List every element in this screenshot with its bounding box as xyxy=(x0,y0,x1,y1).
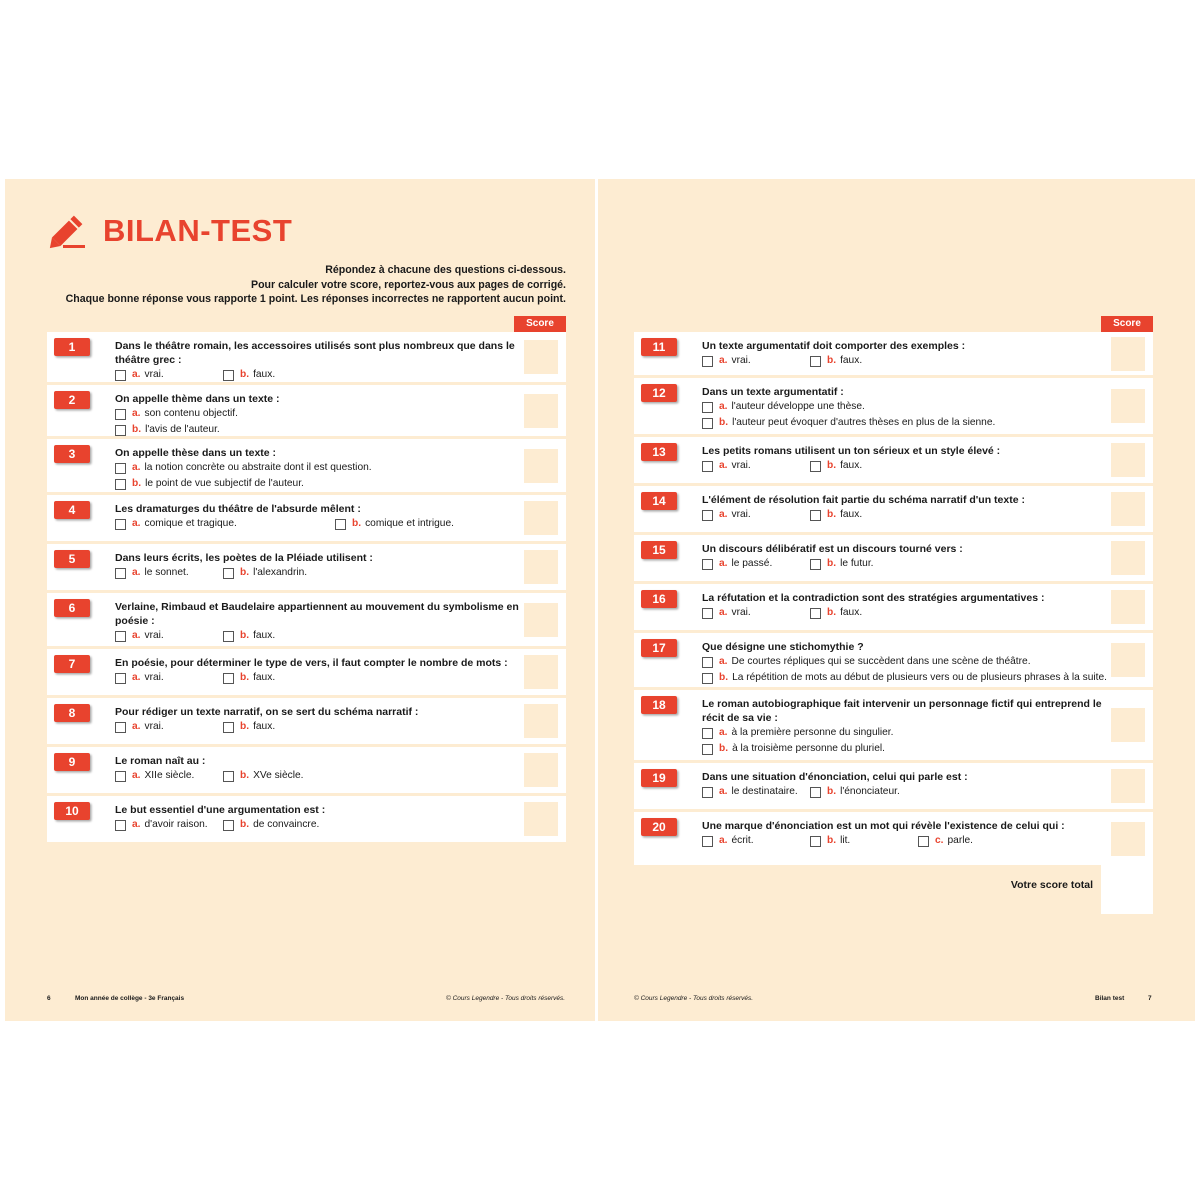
question-number: 8 xyxy=(54,704,90,722)
option-letter: a. xyxy=(719,401,728,412)
answer-checkbox[interactable] xyxy=(115,771,126,782)
answer-option[interactable] xyxy=(115,476,304,492)
question-text-line: Dans leurs écrits, les poètes de la Pléiade utilisent : xyxy=(115,552,373,564)
question-row xyxy=(47,698,566,747)
answer-option[interactable] xyxy=(702,458,751,474)
question-number: 9 xyxy=(54,753,90,771)
answer-option[interactable] xyxy=(223,628,275,644)
question-text-line: Les petits romans utilisent un ton sérieux et un style élevé : xyxy=(702,445,1001,457)
answer-checkbox[interactable] xyxy=(702,418,713,429)
option-text: l'auteur développe une thèse. xyxy=(731,401,865,412)
question-text-line: Dans le théâtre romain, les accessoires utilisés sont plus nombreux que dans le xyxy=(115,340,515,352)
question-number: 1 xyxy=(54,338,90,356)
option-text: de convaincre. xyxy=(253,819,320,830)
option-text: son contenu objectif. xyxy=(144,408,238,419)
question-row xyxy=(47,495,566,544)
question-text xyxy=(702,542,963,556)
question-text xyxy=(702,339,965,353)
question-text xyxy=(115,803,325,817)
question-text xyxy=(702,697,1102,725)
question-number: 18 xyxy=(641,696,677,714)
question-text xyxy=(115,705,418,719)
option-letter: a. xyxy=(719,835,728,846)
answer-checkbox[interactable] xyxy=(810,836,821,847)
answer-option[interactable] xyxy=(810,556,873,572)
option-letter: b. xyxy=(827,460,837,471)
question-number: 15 xyxy=(641,541,677,559)
answer-checkbox[interactable] xyxy=(335,519,346,530)
answer-checkbox[interactable] xyxy=(115,673,126,684)
answer-option[interactable] xyxy=(702,784,798,800)
question-text-line: Pour rédiger un texte narratif, on se sert du schéma narratif : xyxy=(115,706,419,718)
answer-option[interactable] xyxy=(115,460,372,476)
option-letter: b. xyxy=(719,672,729,683)
answer-checkbox[interactable] xyxy=(918,836,929,847)
option-text: comique et tragique. xyxy=(144,518,237,529)
answer-checkbox[interactable] xyxy=(115,479,126,490)
option-letter: a. xyxy=(132,770,141,781)
question-row xyxy=(634,690,1153,763)
option-letter: b. xyxy=(719,417,729,428)
right-page xyxy=(598,179,1195,1021)
footer-section: Bilan test xyxy=(1095,995,1125,1002)
question-number: 11 xyxy=(641,338,677,356)
question-text-line: Verlaine, Rimbaud et Baudelaire appartiennent au mouvement du symbolisme en xyxy=(115,601,519,613)
option-letter: a. xyxy=(132,369,141,380)
question-text-line: La réfutation et la contradiction sont des stratégies argumentatives : xyxy=(702,592,1045,604)
option-text: à la troisième personne du pluriel. xyxy=(732,743,885,754)
question-text-line: En poésie, pour déterminer le type de vers, il faut compter le nombre de mots : xyxy=(115,657,508,669)
question-row xyxy=(634,332,1153,378)
question-number: 19 xyxy=(641,769,677,787)
score-box[interactable] xyxy=(524,501,558,535)
answer-option[interactable] xyxy=(810,833,850,849)
option-text: vrai. xyxy=(144,630,164,641)
footer-copyright: © Cours Legendre - Tous droits réservés. xyxy=(634,995,754,1002)
option-letter: a. xyxy=(132,630,141,641)
option-letter: b. xyxy=(240,672,250,683)
answer-checkbox[interactable] xyxy=(702,402,713,413)
answer-option[interactable] xyxy=(918,833,973,849)
answer-checkbox[interactable] xyxy=(702,836,713,847)
question-text-line: Les dramaturges du théâtre de l'absurde mêlent : xyxy=(115,503,361,515)
answer-checkbox[interactable] xyxy=(223,722,234,733)
answer-option[interactable] xyxy=(223,719,275,735)
answer-checkbox[interactable] xyxy=(702,744,713,755)
question-text xyxy=(702,493,1025,507)
question-number: 3 xyxy=(54,445,90,463)
option-letter: a. xyxy=(132,819,141,830)
answer-checkbox[interactable] xyxy=(810,356,821,367)
answer-checkbox[interactable] xyxy=(115,820,126,831)
answer-option[interactable] xyxy=(115,565,189,581)
answer-option[interactable] xyxy=(115,516,237,532)
question-row xyxy=(47,649,566,698)
answer-checkbox[interactable] xyxy=(115,425,126,436)
answer-option[interactable] xyxy=(810,784,900,800)
question-row xyxy=(47,544,566,593)
option-letter: a. xyxy=(719,460,728,471)
footer-page-number: 6 xyxy=(47,995,51,1002)
option-letter: a. xyxy=(719,607,728,618)
answer-checkbox[interactable] xyxy=(223,673,234,684)
question-text-line: Le roman autobiographique fait intervenir un personnage fictif qui entreprend le xyxy=(702,698,1102,710)
question-text-line: Le roman naît au : xyxy=(115,755,206,767)
option-letter: a. xyxy=(132,672,141,683)
option-letter: b. xyxy=(240,721,250,732)
option-text: De courtes répliques qui se succèdent dans une scène de théâtre. xyxy=(731,656,1031,667)
option-text: vrai. xyxy=(731,509,751,520)
score-header: Score xyxy=(1101,316,1153,332)
score-box[interactable] xyxy=(524,340,558,374)
answer-checkbox[interactable] xyxy=(810,608,821,619)
instruction-line: Pour calculer votre score, reportez-vous aux pages de corrigé. xyxy=(251,278,566,291)
question-text-line: poésie : xyxy=(115,615,155,627)
answer-checkbox[interactable] xyxy=(810,559,821,570)
question-number: 5 xyxy=(54,550,90,568)
option-letter: a. xyxy=(132,408,141,419)
total-score-label: Votre score total xyxy=(1010,879,1093,891)
answer-option[interactable] xyxy=(223,670,275,686)
answer-option[interactable] xyxy=(702,654,1031,670)
answer-option[interactable] xyxy=(115,768,194,784)
option-letter: b. xyxy=(240,369,250,380)
question-text xyxy=(115,339,515,367)
score-box[interactable] xyxy=(1111,590,1145,624)
question-row xyxy=(634,437,1153,486)
option-text: vrai. xyxy=(144,721,164,732)
option-letter: a. xyxy=(132,721,141,732)
option-letter: b. xyxy=(827,558,837,569)
option-text: La répétition de mots au début de plusieurs vers ou de plusieurs phrases à la suite. xyxy=(732,672,1107,683)
answer-checkbox[interactable] xyxy=(810,787,821,798)
option-letter: a. xyxy=(719,509,728,520)
instruction-line: Répondez à chacune des questions ci-dessous. xyxy=(325,264,566,276)
question-text xyxy=(702,444,1000,458)
answer-option[interactable] xyxy=(702,353,751,369)
option-text: vrai. xyxy=(731,607,751,618)
question-text-line: Dans une situation d'énonciation, celui qui parle est : xyxy=(702,771,968,783)
option-text: vrai. xyxy=(144,369,164,380)
question-row xyxy=(47,332,566,385)
answer-checkbox[interactable] xyxy=(702,510,713,521)
score-box[interactable] xyxy=(1111,708,1145,742)
answer-checkbox[interactable] xyxy=(223,568,234,579)
question-text-line: Un discours délibératif est un discours tourné vers : xyxy=(702,543,963,555)
answer-option[interactable] xyxy=(115,817,208,833)
question-row xyxy=(634,486,1153,535)
option-letter: b. xyxy=(827,835,837,846)
question-text-line: On appelle thème dans un texte : xyxy=(115,393,280,405)
option-letter: a. xyxy=(132,567,141,578)
question-row xyxy=(47,593,566,649)
answer-option[interactable] xyxy=(223,817,319,833)
option-text: faux. xyxy=(840,607,863,618)
option-text: le sonnet. xyxy=(144,567,189,578)
option-text: vrai. xyxy=(144,672,164,683)
option-text: faux. xyxy=(253,369,276,380)
answer-option[interactable] xyxy=(115,422,220,438)
answer-option[interactable] xyxy=(702,725,893,741)
question-text-line: récit de sa vie : xyxy=(702,712,778,724)
question-number: 6 xyxy=(54,599,90,617)
score-box[interactable] xyxy=(1111,541,1145,575)
question-text-line: Dans un texte argumentatif : xyxy=(702,386,844,398)
answer-checkbox[interactable] xyxy=(702,461,713,472)
question-row xyxy=(634,378,1153,437)
answer-option[interactable] xyxy=(223,768,303,784)
answer-checkbox[interactable] xyxy=(223,820,234,831)
option-text: l'avis de l'auteur. xyxy=(145,424,220,435)
score-box[interactable] xyxy=(1111,492,1145,526)
question-row xyxy=(634,584,1153,633)
question-text xyxy=(702,640,864,654)
option-text: faux. xyxy=(840,355,863,366)
answer-option[interactable] xyxy=(702,507,751,523)
answer-checkbox[interactable] xyxy=(115,568,126,579)
option-text: XVe siècle. xyxy=(253,770,304,781)
question-row xyxy=(634,812,1153,868)
option-text: l'auteur peut évoquer d'autres thèses en plus de la sienne. xyxy=(732,417,996,428)
answer-checkbox[interactable] xyxy=(702,559,713,570)
question-text xyxy=(702,591,1045,605)
option-text: écrit. xyxy=(731,835,754,846)
option-letter: a. xyxy=(719,786,728,797)
question-number: 12 xyxy=(641,384,677,402)
answer-checkbox[interactable] xyxy=(810,461,821,472)
question-row xyxy=(634,633,1153,690)
footer-page-number: 7 xyxy=(1148,995,1152,1002)
question-text-line: Un texte argumentatif doit comporter des exemples : xyxy=(702,340,966,352)
answer-option[interactable] xyxy=(115,367,164,383)
option-text: le passé. xyxy=(731,558,773,569)
option-letter: b. xyxy=(132,424,142,435)
question-text-line: Une marque d'énonciation est un mot qui révèle l'existence de celui qui : xyxy=(702,820,1065,832)
answer-option[interactable] xyxy=(702,833,754,849)
answer-checkbox[interactable] xyxy=(115,370,126,381)
answer-checkbox[interactable] xyxy=(223,771,234,782)
option-text: comique et intrigue. xyxy=(365,518,454,529)
score-box[interactable] xyxy=(524,655,558,689)
option-text: d'avoir raison. xyxy=(144,819,208,830)
score-box[interactable] xyxy=(524,394,558,428)
option-letter: a. xyxy=(719,727,728,738)
question-row xyxy=(634,535,1153,584)
answer-checkbox[interactable] xyxy=(702,608,713,619)
answer-option[interactable] xyxy=(810,353,862,369)
instructions xyxy=(5,263,566,307)
question-text-line: Le but essentiel d'une argumentation est : xyxy=(115,804,326,816)
answer-checkbox[interactable] xyxy=(810,510,821,521)
option-letter: a. xyxy=(719,558,728,569)
question-number: 4 xyxy=(54,501,90,519)
option-letter: b. xyxy=(827,786,837,797)
question-row xyxy=(47,385,566,439)
option-letter: b. xyxy=(240,770,250,781)
score-box[interactable] xyxy=(524,704,558,738)
question-number: 2 xyxy=(54,391,90,409)
score-box[interactable] xyxy=(524,449,558,483)
option-letter: a. xyxy=(132,462,141,473)
question-number: 16 xyxy=(641,590,677,608)
option-letter: b. xyxy=(827,607,837,618)
option-letter: a. xyxy=(719,656,728,667)
option-text: l'énonciateur. xyxy=(840,786,900,797)
answer-checkbox[interactable] xyxy=(702,356,713,367)
option-text: le futur. xyxy=(840,558,874,569)
option-text: l'alexandrin. xyxy=(253,567,308,578)
answer-checkbox[interactable] xyxy=(115,722,126,733)
score-header: Score xyxy=(514,316,566,332)
option-letter: b. xyxy=(827,355,837,366)
answer-option[interactable] xyxy=(223,367,275,383)
option-text: vrai. xyxy=(731,355,751,366)
answer-option[interactable] xyxy=(702,741,885,757)
score-box[interactable] xyxy=(1111,389,1145,423)
answer-checkbox[interactable] xyxy=(223,631,234,642)
option-text: le point de vue subjectif de l'auteur. xyxy=(145,478,304,489)
question-number: 10 xyxy=(54,802,90,820)
option-letter: b. xyxy=(827,509,837,520)
option-letter: b. xyxy=(240,819,250,830)
question-text-line: Que désigne une stichomythie ? xyxy=(702,641,864,653)
question-text xyxy=(115,551,373,565)
option-text: faux. xyxy=(253,721,276,732)
footer-copyright: © Cours Legendre - Tous droits réservés. xyxy=(446,995,566,1002)
question-text xyxy=(115,600,519,628)
answer-option[interactable] xyxy=(115,628,164,644)
question-number: 13 xyxy=(641,443,677,461)
answer-checkbox[interactable] xyxy=(702,787,713,798)
answer-checkbox[interactable] xyxy=(115,519,126,530)
option-text: faux. xyxy=(253,630,276,641)
footer-book-title: Mon année de collège - 3e Français xyxy=(75,995,185,1002)
answer-option[interactable] xyxy=(223,565,307,581)
option-text: à la première personne du singulier. xyxy=(731,727,894,738)
answer-option[interactable] xyxy=(115,406,238,422)
question-number: 17 xyxy=(641,639,677,657)
score-box[interactable] xyxy=(1111,643,1145,677)
question-text-line: On appelle thèse dans un texte : xyxy=(115,447,277,459)
question-text-line: théâtre grec : xyxy=(115,354,182,366)
instruction-line: Chaque bonne réponse vous rapporte 1 point. Les réponses incorrectes ne rapportent aucun point. xyxy=(65,293,566,305)
answer-option[interactable] xyxy=(115,719,164,735)
answer-option[interactable] xyxy=(702,605,751,621)
score-box[interactable] xyxy=(1111,337,1145,371)
total-score-box[interactable] xyxy=(1101,859,1153,914)
option-letter: b. xyxy=(132,478,142,489)
score-box[interactable] xyxy=(1111,822,1145,856)
answer-option[interactable] xyxy=(702,670,1107,686)
option-text: faux. xyxy=(840,509,863,520)
score-box[interactable] xyxy=(1111,769,1145,803)
score-box[interactable] xyxy=(524,753,558,787)
option-text: XIIe siècle. xyxy=(144,770,195,781)
option-text: parle. xyxy=(947,835,973,846)
question-text xyxy=(702,770,968,784)
answer-option[interactable] xyxy=(702,415,995,431)
score-box[interactable] xyxy=(524,550,558,584)
question-text xyxy=(115,392,280,406)
option-text: faux. xyxy=(253,672,276,683)
answer-option[interactable] xyxy=(810,458,862,474)
option-text: lit. xyxy=(840,835,851,846)
question-row xyxy=(47,439,566,495)
answer-checkbox[interactable] xyxy=(223,370,234,381)
answer-option[interactable] xyxy=(115,670,164,686)
answer-checkbox[interactable] xyxy=(702,657,713,668)
title-block xyxy=(47,211,292,251)
score-box[interactable] xyxy=(524,603,558,637)
question-text xyxy=(115,754,205,768)
page-title: BILAN-TEST xyxy=(103,213,293,248)
answer-checkbox[interactable] xyxy=(115,463,126,474)
question-row xyxy=(634,763,1153,812)
answer-option[interactable] xyxy=(810,507,862,523)
left-page xyxy=(5,179,595,1021)
question-text xyxy=(115,502,361,516)
question-text xyxy=(115,656,508,670)
option-text: la notion concrète ou abstraite dont il est question. xyxy=(144,462,372,473)
question-row xyxy=(47,796,566,845)
score-box[interactable] xyxy=(524,802,558,836)
question-text xyxy=(702,385,844,399)
score-box[interactable] xyxy=(1111,443,1145,477)
option-text: vrai. xyxy=(731,460,751,471)
option-text: faux. xyxy=(840,460,863,471)
option-text: le destinataire. xyxy=(731,786,798,797)
question-text-line: L'élément de résolution fait partie du schéma narratif d'un texte : xyxy=(702,494,1025,506)
question-text xyxy=(115,446,276,460)
question-row xyxy=(47,747,566,796)
option-letter: a. xyxy=(719,355,728,366)
option-letter: c. xyxy=(935,835,944,846)
question-list-left xyxy=(47,332,566,845)
option-letter: b. xyxy=(240,567,250,578)
question-text xyxy=(702,819,1065,833)
option-letter: b. xyxy=(240,630,250,641)
option-letter: b. xyxy=(352,518,362,529)
answer-checkbox[interactable] xyxy=(115,631,126,642)
answer-checkbox[interactable] xyxy=(702,728,713,739)
question-number: 20 xyxy=(641,818,677,836)
pencil-icon xyxy=(47,211,87,251)
answer-option[interactable] xyxy=(335,516,454,532)
question-list-right xyxy=(634,332,1153,868)
question-number: 7 xyxy=(54,655,90,673)
option-letter: a. xyxy=(132,518,141,529)
answer-checkbox[interactable] xyxy=(115,409,126,420)
answer-option[interactable] xyxy=(702,556,772,572)
answer-checkbox[interactable] xyxy=(702,673,713,684)
option-letter: b. xyxy=(719,743,729,754)
answer-option[interactable] xyxy=(702,399,865,415)
answer-option[interactable] xyxy=(810,605,862,621)
question-number: 14 xyxy=(641,492,677,510)
